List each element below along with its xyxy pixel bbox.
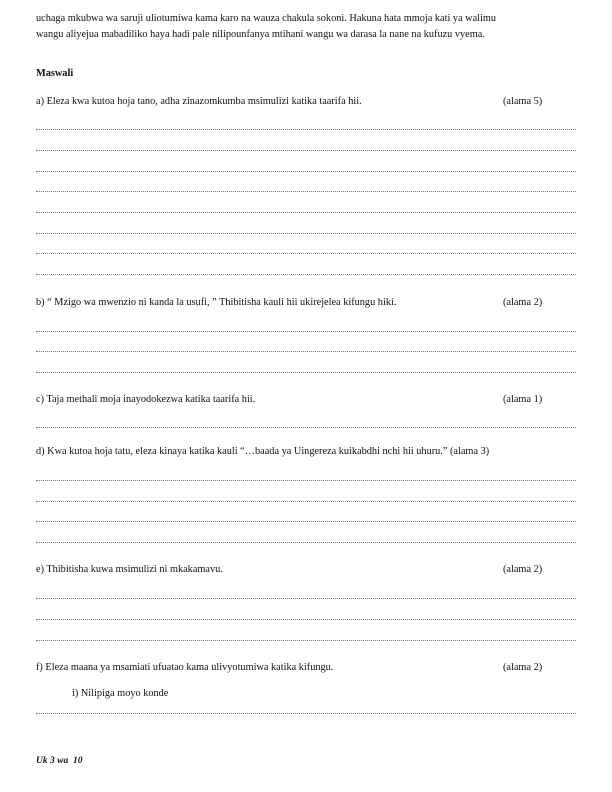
- answer-line-a-7[interactable]: [36, 253, 576, 254]
- answer-line-d-1[interactable]: [36, 480, 576, 481]
- section-heading: Maswali: [36, 68, 74, 79]
- question-f-subitem-i: i) Nilipiga moyo konde: [72, 688, 169, 699]
- question-b-marks: (alama 2): [503, 297, 543, 308]
- answer-line-a-3[interactable]: [36, 171, 576, 172]
- answer-line-b-3[interactable]: [36, 372, 576, 373]
- answer-line-a-2[interactable]: [36, 150, 576, 151]
- question-e-marks: (alama 2): [503, 564, 543, 575]
- question-d-text: d) Kwa kutoa hoja tatu, eleza kinaya katika kauli “…baada ya Uingereza kuikabdhi nchi hii uhuru.” (alama 3): [36, 446, 490, 457]
- question-f-text: f) Eleza maana ya msamiati ufuatao kama ulivyotumiwa katika kifungu.: [36, 662, 334, 673]
- question-f-marks: (alama 2): [503, 662, 543, 673]
- answer-line-e-2[interactable]: [36, 619, 576, 620]
- answer-line-d-3[interactable]: [36, 521, 576, 522]
- question-e-text: e) Thibitisha kuwa msimulizi ni mkakamavu.: [36, 564, 223, 575]
- answer-line-d-2[interactable]: [36, 501, 576, 502]
- answer-line-e-1[interactable]: [36, 598, 576, 599]
- answer-line-a-6[interactable]: [36, 233, 576, 234]
- answer-line-a-5[interactable]: [36, 212, 576, 213]
- answer-line-e-3[interactable]: [36, 640, 576, 641]
- answer-line-a-8[interactable]: [36, 274, 576, 275]
- answer-line-d-4[interactable]: [36, 542, 576, 543]
- question-c-text: c) Taja methali moja inayodokezwa katika taarifa hii.: [36, 394, 256, 405]
- question-a-text: a) Eleza kwa kutoa hoja tano, adha zinazomkumba msimulizi katika taarifa hii.: [36, 96, 362, 107]
- question-a-marks: (alama 5): [503, 96, 543, 107]
- answer-line-b-1[interactable]: [36, 331, 576, 332]
- answer-line-c-1[interactable]: [36, 427, 576, 428]
- answer-line-f-1[interactable]: [36, 713, 576, 714]
- question-c-marks: (alama 1): [503, 394, 543, 405]
- question-b-text: b) “ Mzigo wa mwenzio ni kanda la usufi, ” Thibitisha kauli hii ukirejelea kifungu hiki.: [36, 297, 397, 308]
- page-number-footer: Uk 3 wa 10: [36, 756, 83, 766]
- answer-line-b-2[interactable]: [36, 351, 576, 352]
- answer-line-a-1[interactable]: [36, 129, 576, 130]
- intro-line-1: uchaga mkubwa wa saruji uliotumiwa kama karo na wauza chakula sokoni. Hakuna hata mmoja kati ya walimu: [36, 13, 497, 24]
- answer-line-a-4[interactable]: [36, 191, 576, 192]
- intro-line-2: wangu aliyejua mabadiliko haya hadi pale nilipounfanya mtihani wangu wa darasa la nane na kufuzu vyema.: [36, 29, 485, 40]
